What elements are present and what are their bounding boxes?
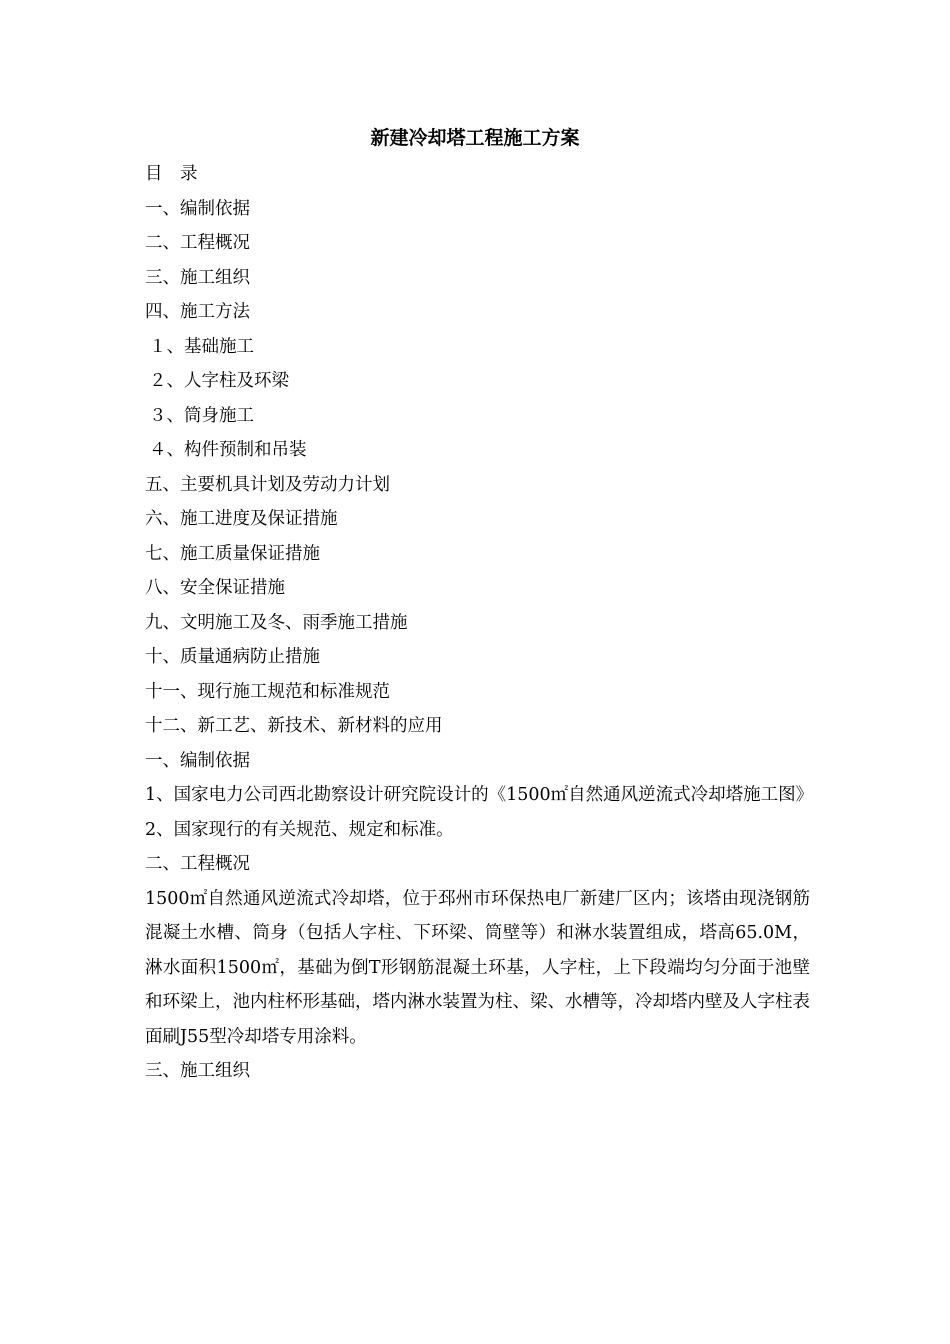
section-heading: 二、工程概况: [145, 854, 250, 874]
toc-heading: 目 录: [145, 164, 198, 184]
toc-item: 六、施工进度及保证措施: [145, 509, 338, 529]
toc-item: 九、文明施工及冬、雨季施工措施: [145, 612, 408, 633]
toc-item: 八、安全保证措施: [145, 578, 285, 598]
section-heading: 三、施工组织: [145, 1061, 250, 1081]
toc-subitem: ２、人字柱及环梁: [149, 371, 289, 391]
toc-item: 十、质量通病防止措施: [145, 647, 320, 667]
toc-item: 十一、现行施工规范和标准规范: [145, 681, 390, 702]
toc-item: 三、施工组织: [145, 267, 250, 288]
document-title: 新建冷却塔工程施工方案: [370, 127, 580, 149]
toc-item: 十二、新工艺、新技术、新材料的应用: [145, 716, 443, 736]
toc-subitem: ３、筒身施工: [149, 405, 254, 426]
toc-item: 一、编制依据: [145, 198, 250, 219]
toc-item: 七、施工质量保证措施: [145, 543, 320, 564]
toc-item: 五、主要机具计划及劳动力计划: [145, 474, 390, 495]
section-paragraph: 1500㎡自然通风逆流式冷却塔，位于邳州市环保热电厂新建厂区内；该塔由现浇钢筋混凝土水槽、筒身（包括人字柱、下环梁、筒壁等）和淋水装置组成，塔高65.0M，淋水面积1500㎡，基础为倒T形钢筋混凝土环基，人字柱，上下段端均匀分面于池壁和环梁上，池内柱杯形基础，塔内淋水装置为柱、梁、水槽等，冷却塔内壁及人字柱表面刷J55型冷却塔专用涂料。: [145, 888, 810, 1047]
toc-subitem: ４、构件预制和吊装: [149, 440, 307, 460]
section-paragraph: 1、国家电力公司西北勘察设计研究院设计的《1500㎡自然通风逆流式冷却塔施工图》: [145, 785, 814, 805]
toc-item: 四、施工方法: [145, 302, 250, 322]
document-body: [145, 157, 814, 1089]
section-paragraph: 2、国家现行的有关规范、规定和标准。: [145, 819, 454, 840]
toc-subitem: １、基础施工: [149, 336, 254, 357]
section-heading: 一、编制依据: [145, 750, 250, 771]
toc-item: 二、工程概况: [145, 233, 250, 253]
